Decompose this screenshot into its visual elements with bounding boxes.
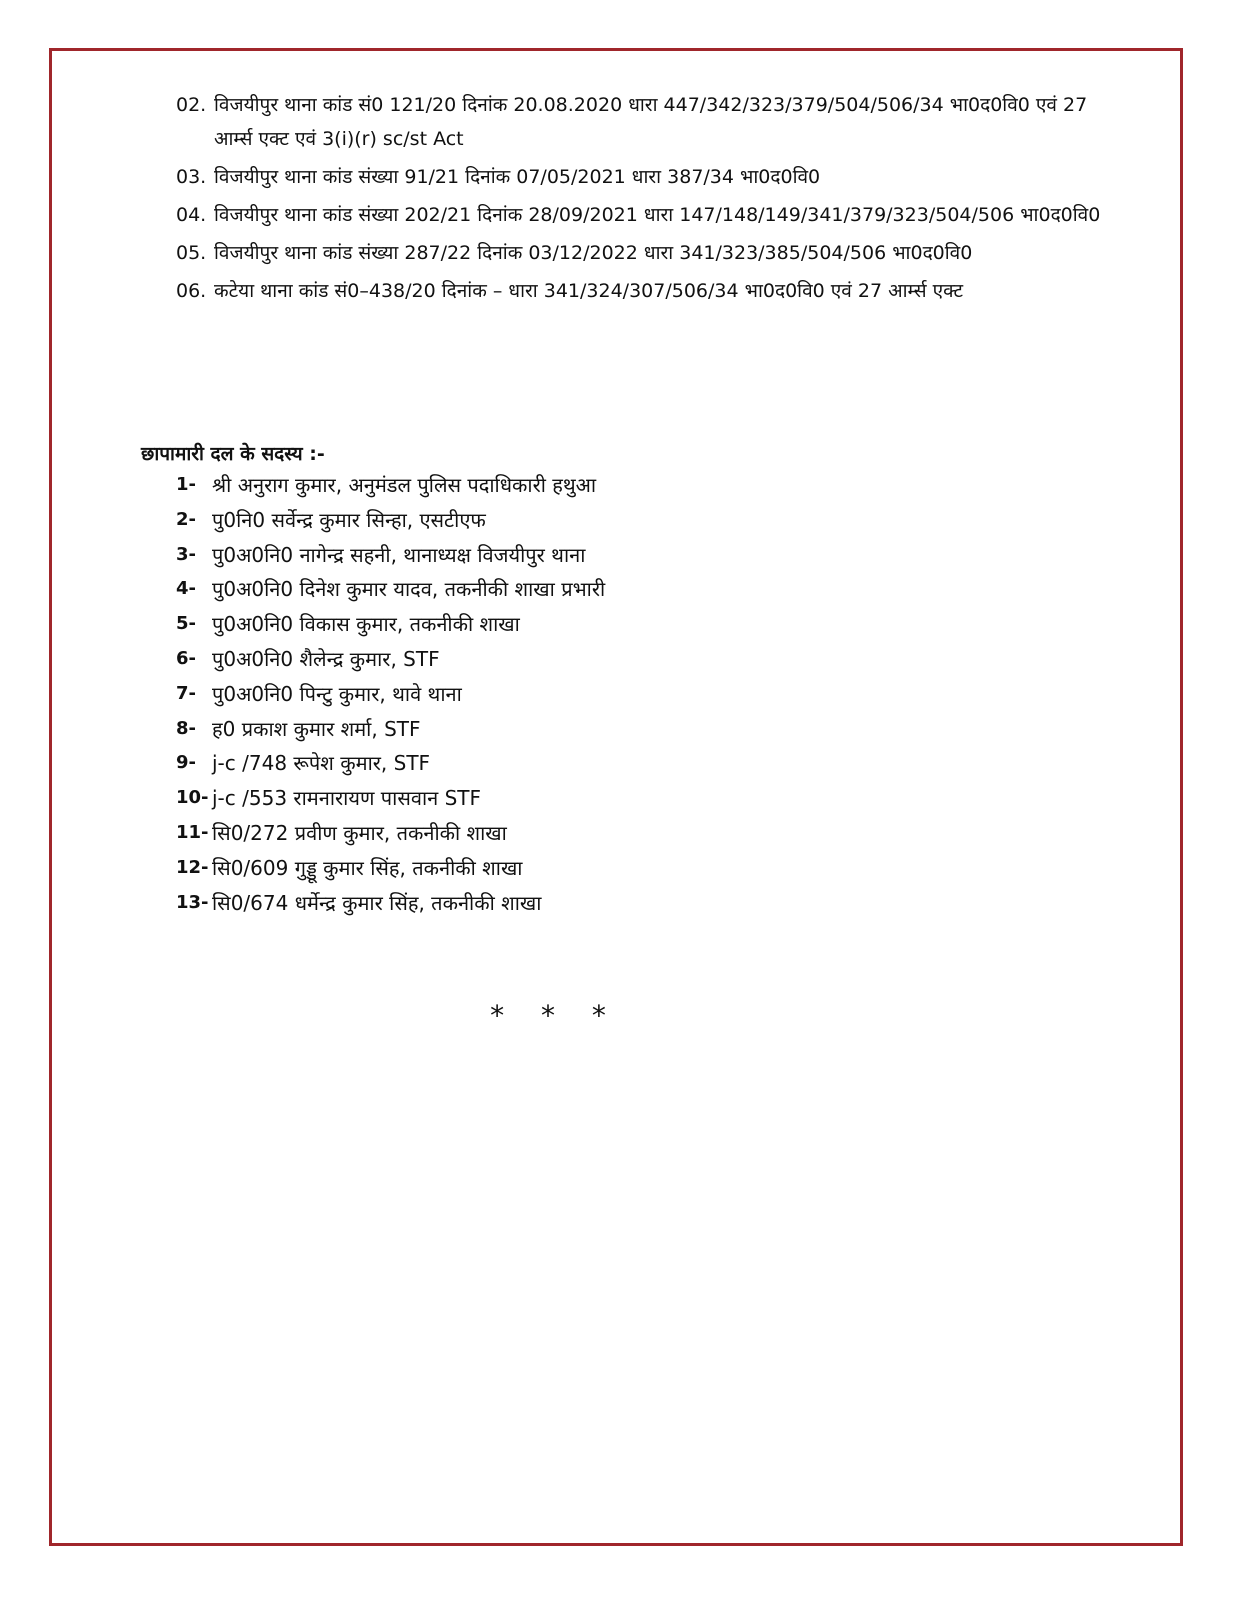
member-item <box>176 468 976 503</box>
member-text: सि0/272 प्रवीण कुमार, तकनीकी शाखा <box>212 820 507 845</box>
member-item <box>176 712 976 747</box>
member-item <box>176 816 976 851</box>
member-item <box>176 851 976 886</box>
case-number: 02. <box>176 94 207 116</box>
member-text: पु0अ0नि0 दिनेश कुमार यादव, तकनीकी शाखा प्रभारी <box>212 577 606 602</box>
member-item <box>176 677 976 712</box>
member-text: पु0अ0नि0 विकास कुमार, तकनीकी शाखा <box>212 612 520 637</box>
member-item <box>176 746 976 781</box>
member-number: 13- <box>176 891 209 913</box>
member-text: सि0/674 धर्मेन्द्र कुमार सिंह, तकनीकी शाखा <box>212 890 542 915</box>
member-text: पु0नि0 सर्वेन्द्र कुमार सिन्हा, एसटीएफ <box>212 507 486 532</box>
member-number: 10- <box>176 787 209 809</box>
member-number: 6- <box>176 647 196 669</box>
member-number: 8- <box>176 717 196 739</box>
case-number: 06. <box>176 280 207 302</box>
member-item <box>176 781 976 816</box>
member-number: 7- <box>176 682 196 704</box>
member-item <box>176 572 976 607</box>
member-item <box>176 503 976 538</box>
member-text: श्री अनुराग कुमार, अनुमंडल पुलिस पदाधिकारी हथुआ <box>212 473 597 497</box>
team-heading: छापामारी दल के सदस्य :- <box>141 443 325 465</box>
member-text: j-c /553 रामनारायण पासवान STF <box>212 786 482 811</box>
member-item <box>176 538 976 573</box>
case-item <box>176 88 1116 156</box>
member-number: 1- <box>176 474 196 495</box>
end-mark: * * * <box>490 999 620 1032</box>
case-number: 03. <box>176 166 207 188</box>
case-text: विजयीपुर थाना कांड संख्या 91/21 दिनांक 07/05/2021 धारा 387/34 भा0द0वि0 <box>214 166 821 188</box>
member-item <box>176 886 976 921</box>
member-number: 11- <box>176 821 209 843</box>
member-item <box>176 642 976 677</box>
member-number: 9- <box>176 752 196 774</box>
member-text: पु0अ0नि0 पिन्टु कुमार, थावे थाना <box>212 681 462 706</box>
case-item <box>176 236 1116 270</box>
member-number: 3- <box>176 543 196 565</box>
member-text: j-c /748 रूपेश कुमार, STF <box>212 751 431 776</box>
member-text: ह0 प्रकाश कुमार शर्मा, STF <box>212 716 421 741</box>
case-text: विजयीपुर थाना कांड संख्या 287/22 दिनांक 03/12/2022 धारा 341/323/385/504/506 भा0द0वि0 <box>214 242 973 264</box>
case-item <box>176 198 1116 232</box>
case-list <box>176 88 1116 312</box>
case-item <box>176 160 1116 194</box>
case-item <box>176 274 1116 308</box>
member-text: पु0अ0नि0 शैलेन्द्र कुमार, STF <box>212 646 440 671</box>
member-text: सि0/609 गुड्डू कुमार सिंह, तकनीकी शाखा <box>212 855 523 880</box>
case-text: कटेया थाना कांड सं0–438/20 दिनांक – धारा 341/324/307/506/34 भा0द0वि0 एवं 27 आर्म्स एक्ट <box>214 280 964 302</box>
case-text: विजयीपुर थाना कांड संख्या 202/21 दिनांक 28/09/2021 धारा 147/148/149/341/379/323/504/506 भा0द0वि0 <box>214 204 1101 226</box>
member-number: 12- <box>176 856 209 878</box>
member-text: पु0अ0नि0 नागेन्द्र सहनी, थानाध्यक्ष विजयीपुर थाना <box>212 542 586 567</box>
case-number: 05. <box>176 242 207 264</box>
member-number: 4- <box>176 578 196 600</box>
member-number: 5- <box>176 613 196 635</box>
member-item <box>176 607 976 642</box>
case-number: 04. <box>176 204 207 226</box>
case-text: विजयीपुर थाना कांड सं0 121/20 दिनांक 20.08.2020 धारा 447/342/323/379/504/506/34 भा0द0वि0 एवं 27 आर्म्स एक्ट एवं 3(i)(r) sc/st Act <box>214 94 1088 150</box>
member-list <box>176 468 976 920</box>
member-number: 2- <box>176 508 196 530</box>
